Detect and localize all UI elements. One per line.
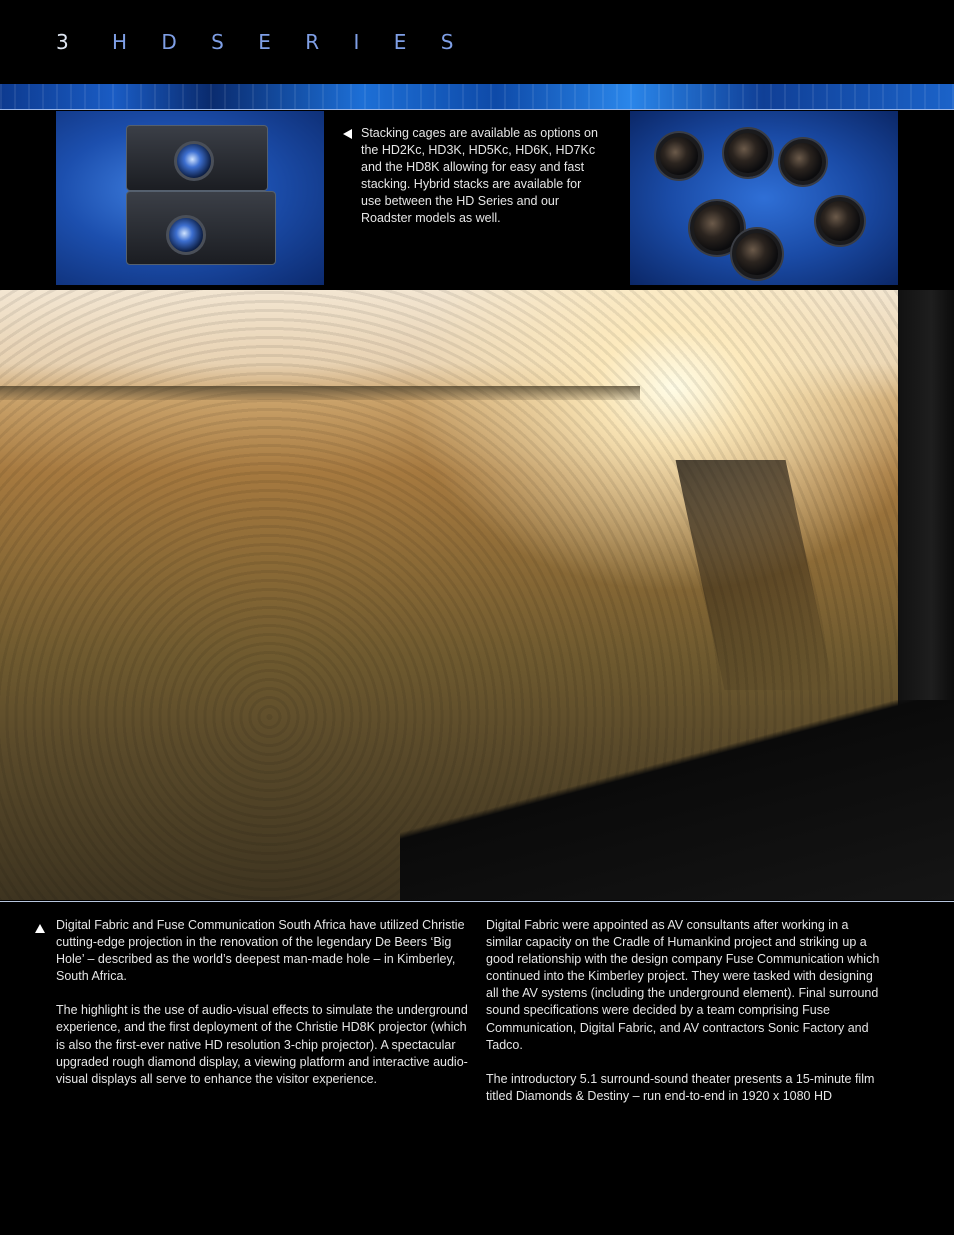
stacking-caption: Stacking cages are available as options on the HD2Kc, HD3K, HD5Kc, HD6K, HD7Kc and the HD8K allowing for easy and fast stacking. Hybrid stacks are available for use between the HD Series and our Roadster models as well. [361,126,598,225]
page-header [0,0,954,84]
lens-shape [816,197,864,245]
lens-shape [732,229,782,279]
stacked-projectors-photo [56,111,324,285]
projector-lens-bottom [166,215,206,255]
projector-lens-top [174,141,214,181]
page-number: 3 [56,30,71,54]
lens-shape [656,133,702,179]
lens-shape [780,139,826,185]
paragraph: Digital Fabric and Fuse Communication South Africa have utilized Christie cutting-edge projection in the renovation of the legendary De Beers ‘Big Hole’ – described as the world’s deepest man-made hole – in Kimberley, South Africa. [56,918,465,984]
decorative-blue-band [0,84,954,110]
projector-lenses-photo [630,111,898,285]
theater-foreground [400,700,954,900]
arrow-up-icon [35,924,45,933]
lens-shape [724,129,772,177]
shadow-streak [676,460,835,690]
paragraph: The highlight is the use of audio-visual effects to simulate the underground experience, and the first deployment of the Christie HD8K projector (which is also the first-ever native HD resolution 3-chip projector). A spectacular upgraded rough diamond display, a viewing platform and interactive audio-visual displays all serve to enhance the visitor experience. [56,1003,468,1086]
article-column-left [56,917,471,1105]
arrow-left-icon [343,129,352,139]
paragraph: Digital Fabric were appointed as AV consultants after working in a similar capacity on the Cradle of Humankind project and striking up a good relationship with the design company Fuse Communication which continued into the Kimberley project. They were tasked with designing all the AV systems (including the underground element). Final surround sound specifications were decided by a team comprising Fuse Communication, Digital Fabric, and AV contractors Sonic Factory and Tadco. [486,918,880,1052]
series-title: H D S E R I E S [112,30,468,54]
divider-line [0,901,954,902]
article-column-right [486,917,884,1122]
paragraph: The introductory 5.1 surround-sound theater presents a 15-minute film titled Diamonds & Destiny – run end-to-end in 1920 x 1080 HD [486,1071,875,1103]
horizon-treeline [0,386,640,400]
